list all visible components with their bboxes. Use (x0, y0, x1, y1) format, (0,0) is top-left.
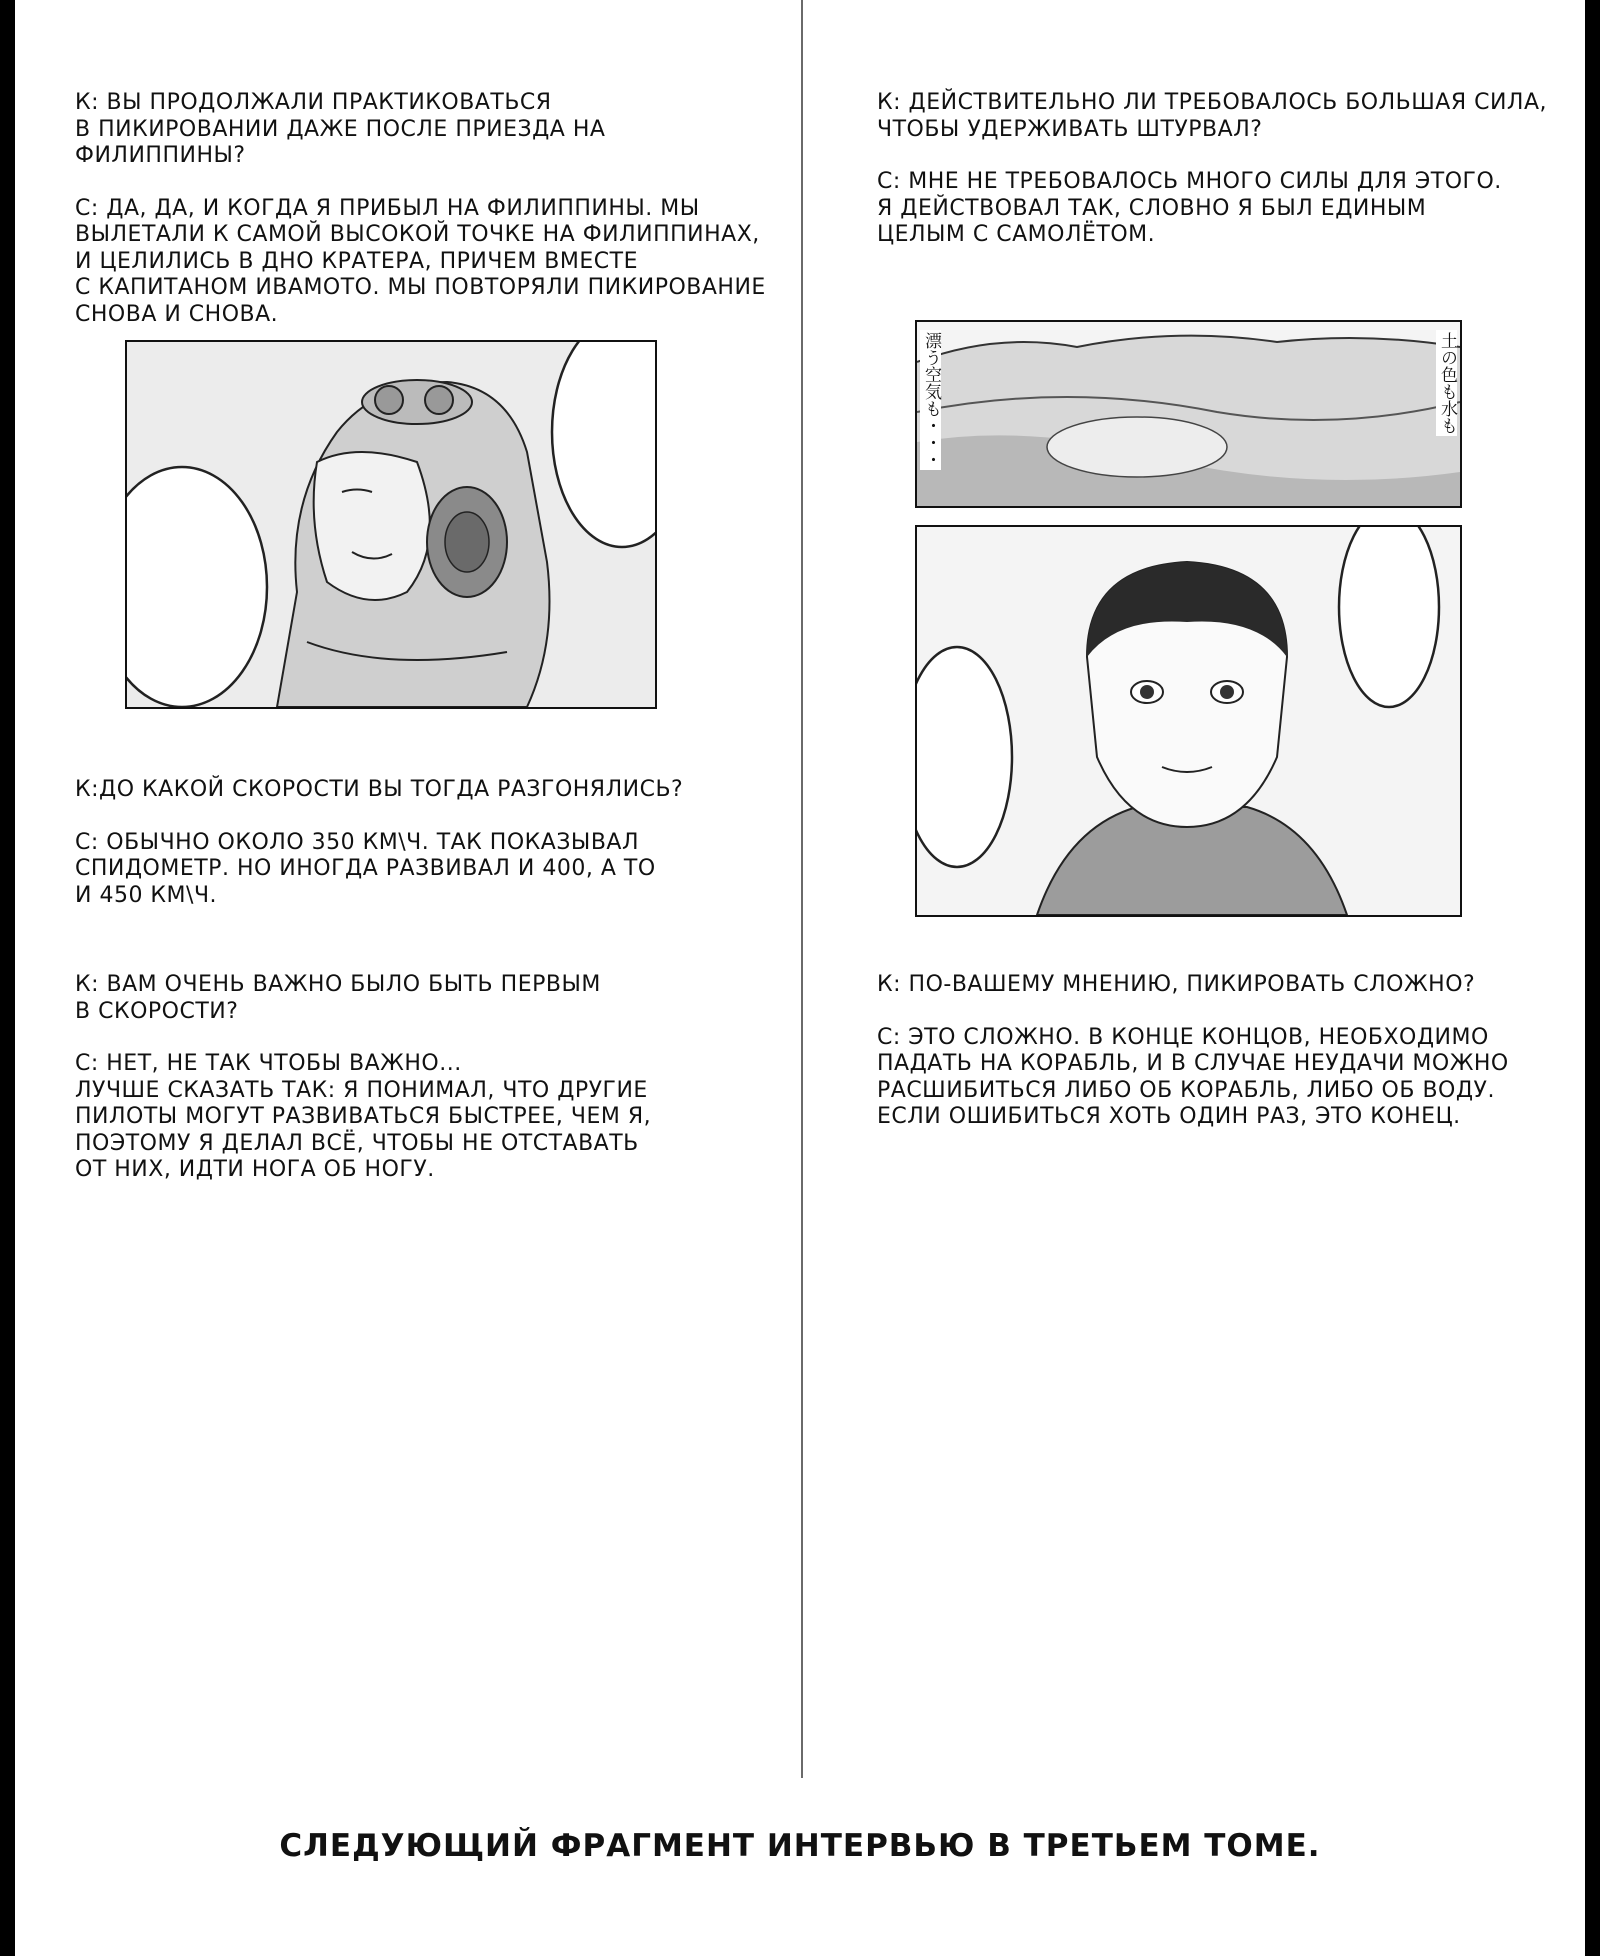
left-qa-1 (75, 90, 775, 328)
footer-note: СЛЕДУЮЩИЙ ФРАГМЕНТ ИНТЕРВЬЮ В ТРЕТЬЕМ ТОМЕ. (279, 1828, 1321, 1864)
young-pilot-panel (915, 525, 1462, 917)
answer-text: С: ДА, ДА, И КОГДА Я ПРИБЫЛ НА ФИЛИППИНЫ. МЫ ВЫЛЕТАЛИ К САМОЙ ВЫСОКОЙ ТОЧКЕ НА ФИЛИППИНАХ, И ЦЕЛИЛИСЬ В ДНО КРАТЕРА, ПРИЧЕМ ВМЕСТЕ С КАПИТАНОМ ИВАМОТО. МЫ ПОВТОРЯЛИ ПИКИРОВАНИЕ СНОВА И СНОВА. (75, 195, 766, 327)
answer-text: С: ЭТО СЛОЖНО. В КОНЦЕ КОНЦОВ, НЕОБХОДИМО ПАДАТЬ НА КОРАБЛЬ, И В СЛУЧАЕ НЕУДАЧИ МОЖНО РАСШИБИТЬСЯ ЛИБО ОБ КОРАБЛЬ, ЛИБО ОБ ВОДУ. ЕСЛИ ОШИБИТЬСЯ ХОТЬ ОДИН РАЗ, ЭТО КОНЕЦ. (877, 1024, 1509, 1129)
left-qa-3 (75, 972, 775, 1184)
answer-text: С: ОБЫЧНО ОКОЛО 350 КМ\Ч. ТАК ПОКАЗЫВАЛ СПИДОМЕТР. НО ИНОГДА РАЗВИВАЛ И 400, А ТО И 450 КМ\Ч. (75, 829, 656, 908)
question-text: К: ДЕЙСТВИТЕЛЬНО ЛИ ТРЕБОВАЛОСЬ БОЛЬШАЯ СИЛА, ЧТОБЫ УДЕРЖИВАТЬ ШТУРВАЛ? (877, 90, 1548, 142)
pilot-goggles-panel (125, 340, 657, 709)
left-qa-2 (75, 777, 775, 909)
answer-text: С: МНЕ НЕ ТРЕБОВАЛОСЬ МНОГО СИЛЫ ДЛЯ ЭТОГО. Я ДЕЙСТВОВАЛ ТАК, СЛОВНО Я БЫЛ ЕДИНЫМ ЦЕЛЫМ С САМОЛЁТОМ. (877, 169, 1502, 247)
right-caption: 土の色も水も (1437, 332, 1457, 434)
answer-text: С: НЕТ, НЕ ТАК ЧТОБЫ ВАЖНО... ЛУЧШЕ СКАЗАТЬ ТАК: Я ПОНИМАЛ, ЧТО ДРУГИЕ ПИЛОТЫ МОГУТ РАЗВИВАТЬСЯ БЫСТРЕЕ, ЧЕМ Я, ПОЭТОМУ Я ДЕЛАЛ ВСЁ, ЧТОБЫ НЕ ОТСТАВАТЬ ОТ НИХ, ИДТИ НОГА ОБ НОГУ. (75, 1051, 652, 1182)
left-caption: 漂う空気も・・・ (921, 332, 941, 468)
manga-page (15, 0, 1585, 1956)
young-pilot-illustration (917, 527, 1460, 915)
pilot-goggles-illustration (127, 342, 655, 707)
question-text: К: ПО-ВАШЕМУ МНЕНИЮ, ПИКИРОВАТЬ СЛОЖНО? (877, 972, 1476, 997)
column-divider (801, 0, 803, 1778)
landscape-panel (915, 320, 1462, 508)
right-qa-1 (877, 90, 1567, 249)
question-text: К: ВАМ ОЧЕНЬ ВАЖНО БЫЛО БЫТЬ ПЕРВЫМ В СКОРОСТИ? (75, 972, 601, 1024)
question-text: К:ДО КАКОЙ СКОРОСТИ ВЫ ТОГДА РАЗГОНЯЛИСЬ? (75, 777, 684, 802)
landscape-illustration (917, 322, 1460, 506)
question-text: К: ВЫ ПРОДОЛЖАЛИ ПРАКТИКОВАТЬСЯ В ПИКИРОВАНИИ ДАЖЕ ПОСЛЕ ПРИЕЗДА НА ФИЛИППИНЫ? (75, 90, 606, 168)
right-qa-2 (877, 972, 1567, 1131)
